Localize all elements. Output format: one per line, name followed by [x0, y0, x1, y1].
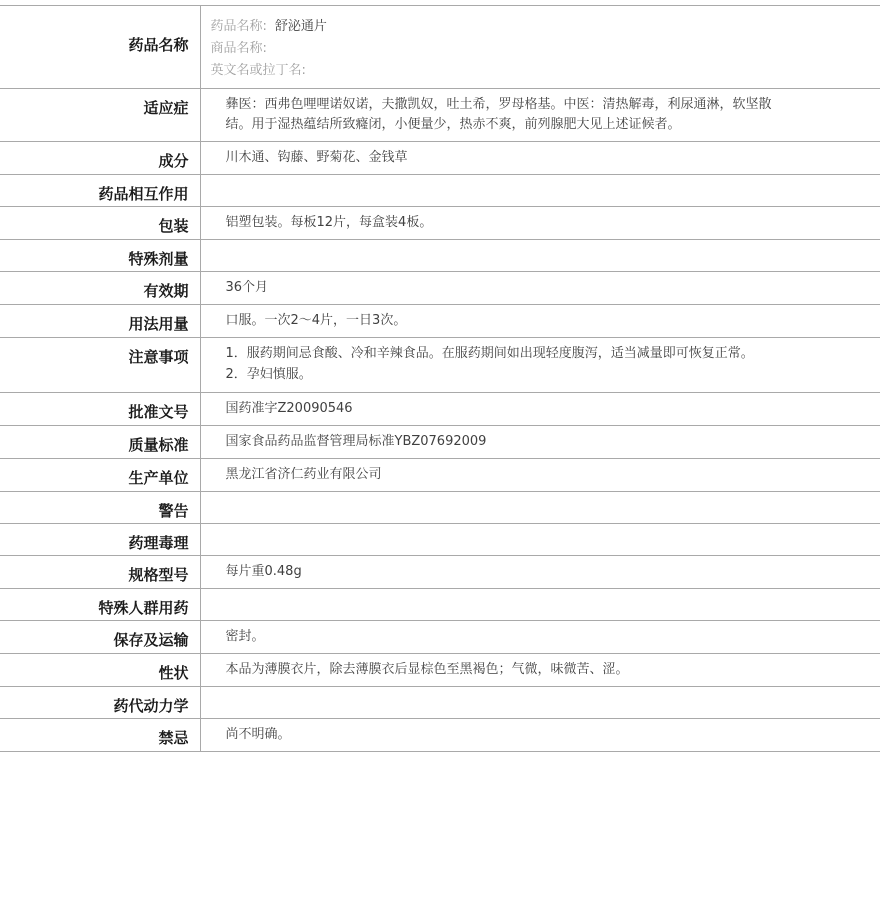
value-names	[200, 6, 880, 89]
label-shelf-life: 有效期	[0, 272, 200, 305]
label-special-dosage: 特殊剂量	[0, 240, 200, 272]
row-warning	[0, 492, 880, 524]
value-pharmacology	[200, 524, 880, 556]
drug-name-line	[211, 16, 871, 38]
english-name-key: 英文名或拉丁名:	[210, 63, 306, 78]
value-manufacturer: 黑龙江省济仁药业有限公司	[200, 459, 880, 492]
value-description: 本品为薄膜衣片，除去薄膜衣后显棕色至黑褐色；气微，味微苦、涩。	[200, 654, 880, 687]
row-approval	[0, 393, 880, 426]
drug-name-value: 舒泌通片	[274, 19, 327, 34]
row-packaging	[0, 207, 880, 240]
label-drug-name: 药品名称	[0, 6, 200, 89]
value-ingredients: 川木通、钩藤、野菊花、金钱草	[200, 142, 880, 175]
row-usage	[0, 305, 880, 338]
value-pharmacokinetics	[200, 687, 880, 719]
row-special-dosage	[0, 240, 880, 272]
value-shelf-life: 36个月	[200, 272, 880, 305]
label-quality-standard: 质量标准	[0, 426, 200, 459]
row-contraindications	[0, 719, 880, 752]
row-precautions	[0, 338, 880, 393]
value-quality-standard: 国家食品药品监督管理局标准YBZ07692009	[200, 426, 880, 459]
row-description	[0, 654, 880, 687]
row-indications	[0, 89, 880, 142]
label-packaging: 包装	[0, 207, 200, 240]
row-manufacturer	[0, 459, 880, 492]
row-pharmacology	[0, 524, 880, 556]
value-contraindications: 尚不明确。	[200, 719, 880, 752]
label-pharmacokinetics: 药代动力学	[0, 687, 200, 719]
row-storage	[0, 621, 880, 654]
english-name-line	[211, 60, 871, 82]
drug-info-table	[0, 5, 880, 752]
label-indications: 适应症	[0, 89, 200, 142]
label-interactions: 药品相互作用	[0, 175, 200, 207]
value-warning	[200, 492, 880, 524]
label-description: 性状	[0, 654, 200, 687]
value-special-population	[200, 589, 880, 621]
row-quality-standard	[0, 426, 880, 459]
row-pharmacokinetics	[0, 687, 880, 719]
trade-name-line	[211, 38, 871, 60]
row-ingredients	[0, 142, 880, 175]
row-drug-name	[0, 6, 880, 89]
label-precautions: 注意事项	[0, 338, 200, 393]
precaution-item: 2．孕妇慎服。	[225, 367, 312, 382]
value-specification: 每片重0.48g	[200, 556, 880, 589]
label-manufacturer: 生产单位	[0, 459, 200, 492]
label-storage: 保存及运输	[0, 621, 200, 654]
label-usage: 用法用量	[0, 305, 200, 338]
label-special-population: 特殊人群用药	[0, 589, 200, 621]
label-specification: 规格型号	[0, 556, 200, 589]
label-approval: 批准文号	[0, 393, 200, 426]
drug-name-key: 药品名称:	[210, 19, 267, 34]
row-shelf-life	[0, 272, 880, 305]
value-precautions	[200, 338, 880, 393]
value-packaging: 铝塑包装。每板12片，每盒装4板。	[200, 207, 880, 240]
label-contraindications: 禁忌	[0, 719, 200, 752]
value-usage: 口服。一次2～4片，一日3次。	[200, 305, 880, 338]
row-specification	[0, 556, 880, 589]
row-interactions	[0, 175, 880, 207]
precaution-item: 1．服药期间忌食酸、冷和辛辣食品。在服药期间如出现轻度腹泻，适当减量即可恢复正常。	[225, 346, 754, 361]
value-special-dosage	[200, 240, 880, 272]
row-special-population	[0, 589, 880, 621]
value-indications: 彝医：西弗色哩哩诺奴诺，夫撒凯奴，吐土希，罗母格基。中医：清热解毒，利尿通淋，软坚散结。用于湿热蕴结所致癃闭，小便量少，热赤不爽，前列腺肥大见上述证候者。	[200, 89, 880, 142]
trade-name-key: 商品名称:	[210, 41, 267, 56]
value-approval: 国药准字Z20090546	[200, 393, 880, 426]
label-pharmacology: 药理毒理	[0, 524, 200, 556]
value-interactions	[200, 175, 880, 207]
label-ingredients: 成分	[0, 142, 200, 175]
label-warning: 警告	[0, 492, 200, 524]
value-storage: 密封。	[200, 621, 880, 654]
